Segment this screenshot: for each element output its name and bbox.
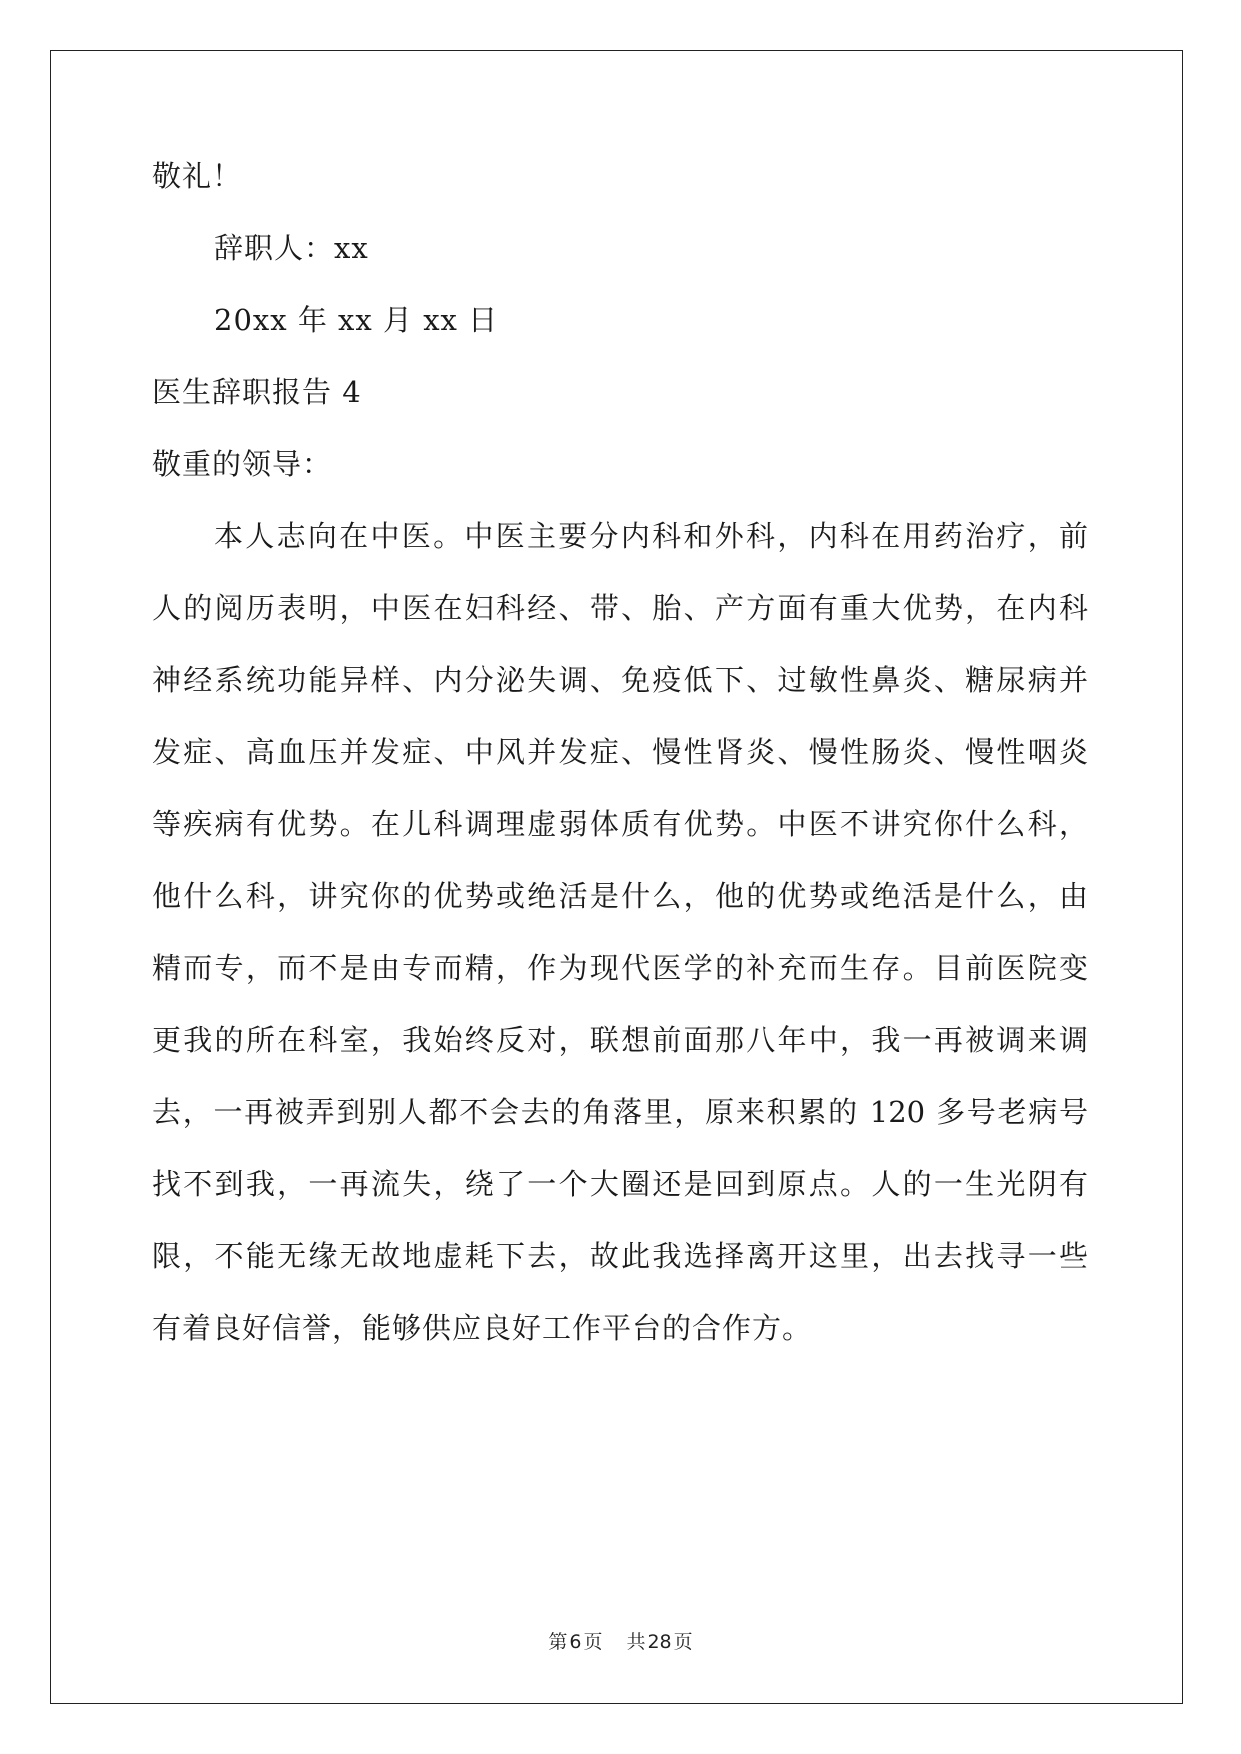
body-line: 神经系统功能异样、内分泌失调、免疫低下、过敏性鼻炎、糖尿病并 xyxy=(152,663,1088,697)
closing-line: 敬礼！ xyxy=(152,159,243,193)
body-line: 发症、高血压并发症、中风并发症、慢性肾炎、慢性肠炎、慢性咽炎 xyxy=(152,735,1088,769)
date-line: 20xx 年 xx 月 xx 日 xyxy=(214,303,499,337)
body-line: 限，不能无缘无故地虚耗下去，故此我选择离开这里，出去找寻一些 xyxy=(152,1239,1088,1273)
body-line: 等疾病有优势。在儿科调理虚弱体质有优势。中医不讲究你什么科， xyxy=(152,807,1088,841)
body-line: 本人志向在中医。中医主要分内科和外科，内科在用药治疗，前 xyxy=(214,519,1088,553)
body-line: 更我的所在科室，我始终反对，联想前面那八年中，我一再被调来调 xyxy=(152,1023,1088,1057)
section-title: 医生辞职报告 4 xyxy=(152,375,362,409)
body-line: 他什么科，讲究你的优势或绝活是什么，他的优势或绝活是什么，由 xyxy=(152,879,1088,913)
body-line: 精而专，而不是由专而精，作为现代医学的补充而生存。目前医院变 xyxy=(152,951,1088,985)
signature-line: 辞职人：xx xyxy=(214,231,369,265)
body-line: 去，一再被弄到别人都不会去的角落里，原来积累的 120 多号老病号 xyxy=(152,1095,1088,1129)
page-footer xyxy=(0,1629,1241,1655)
body-line: 找不到我，一再流失，绕了一个大圈还是回到原点。人的一生光阴有 xyxy=(152,1167,1088,1201)
footer-total-prefix: 共 xyxy=(626,1631,646,1653)
footer-page-prefix: 第 xyxy=(548,1631,568,1653)
footer-total-pages: 28 xyxy=(647,1631,672,1653)
footer-page-suffix: 页 xyxy=(583,1631,603,1653)
footer-page-number: 6 xyxy=(569,1631,582,1653)
body-line: 有着良好信誉，能够供应良好工作平台的合作方。 xyxy=(152,1311,813,1345)
footer-total-suffix: 页 xyxy=(673,1631,693,1653)
body-line: 人的阅历表明，中医在妇科经、带、胎、产方面有重大优势，在内科 xyxy=(152,591,1088,625)
salutation-line: 敬重的领导： xyxy=(152,447,333,481)
